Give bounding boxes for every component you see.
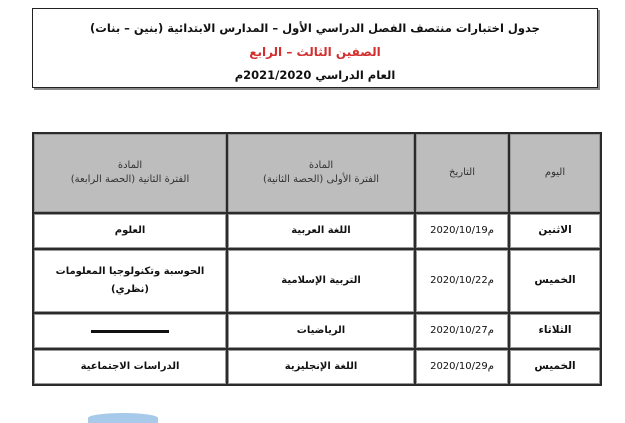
header-period2-sub: الفترة الثانية (الحصة الرابعة) bbox=[70, 174, 190, 185]
header-date-label: التاريخ bbox=[449, 166, 475, 178]
schedule-title: جدول اختبارات منتصف الفصل الدراسي الأول – المدارس الابتدائية (بنين – بنات) bbox=[90, 21, 540, 35]
logo-fragment bbox=[88, 413, 158, 423]
row-2-period2 bbox=[34, 250, 226, 312]
row-4-day-text: الخميس bbox=[534, 360, 576, 373]
row-3-day bbox=[510, 314, 600, 348]
row-3-period1 bbox=[228, 314, 414, 348]
row-1-period2 bbox=[34, 214, 226, 248]
row-2-period1 bbox=[228, 250, 414, 312]
row-4-period2 bbox=[34, 350, 226, 384]
header-period1-sub: الفترة الأولى (الحصة الثانية) bbox=[262, 174, 380, 185]
row-2-day bbox=[510, 250, 600, 312]
row-3-date-text: 2020/10/27م bbox=[430, 324, 494, 336]
row-1-period2-text: العلوم bbox=[114, 224, 146, 236]
header-period2 bbox=[34, 134, 226, 212]
header-date bbox=[416, 134, 508, 212]
row-3-date bbox=[416, 314, 508, 348]
row-4-date bbox=[416, 350, 508, 384]
row-4-date-text: 2020/10/29م bbox=[430, 360, 494, 372]
row-3-day-text: الثلاثاء bbox=[538, 324, 572, 337]
row-4-period1 bbox=[228, 350, 414, 384]
grades-subtitle: الصفين الثالث – الرابع bbox=[249, 45, 381, 59]
academic-year: العام الدراسي 2021/2020م bbox=[234, 68, 396, 82]
header-day bbox=[510, 134, 600, 212]
row-1-day bbox=[510, 214, 600, 248]
row-1-period1 bbox=[228, 214, 414, 248]
row-4-day bbox=[510, 350, 600, 384]
header-period1-label: المادة bbox=[308, 159, 334, 171]
row-4-period2-text: الدراسات الاجتماعية bbox=[80, 360, 180, 372]
row-4-period1-text: اللغة الإنجليزية bbox=[284, 360, 358, 372]
row-2-date-text: 2020/10/22م bbox=[430, 274, 494, 286]
header-box bbox=[32, 8, 598, 88]
header-period2-label: المادة bbox=[117, 159, 143, 171]
no-exam-dash bbox=[91, 330, 169, 333]
row-2-period1-text: التربية الإسلامية bbox=[281, 274, 361, 286]
header-day-label: اليوم bbox=[544, 166, 566, 178]
row-1-date bbox=[416, 214, 508, 248]
row-3-period2 bbox=[34, 314, 226, 348]
row-1-date-text: 2020/10/19م bbox=[430, 224, 494, 236]
row-1-day-text: الاثنين bbox=[538, 224, 572, 237]
row-2-date bbox=[416, 250, 508, 312]
row-2-day-text: الخميس bbox=[534, 274, 576, 287]
row-2-period2-line2: (نظري) bbox=[110, 284, 150, 295]
row-1-period1-text: اللغة العربية bbox=[291, 224, 351, 236]
exam-schedule-table bbox=[32, 132, 602, 386]
row-3-period1-text: الرياضيات bbox=[296, 324, 346, 336]
header-period1 bbox=[228, 134, 414, 212]
row-2-period2-line1: الحوسبة وتكنولوجيا المعلومات bbox=[55, 265, 205, 277]
